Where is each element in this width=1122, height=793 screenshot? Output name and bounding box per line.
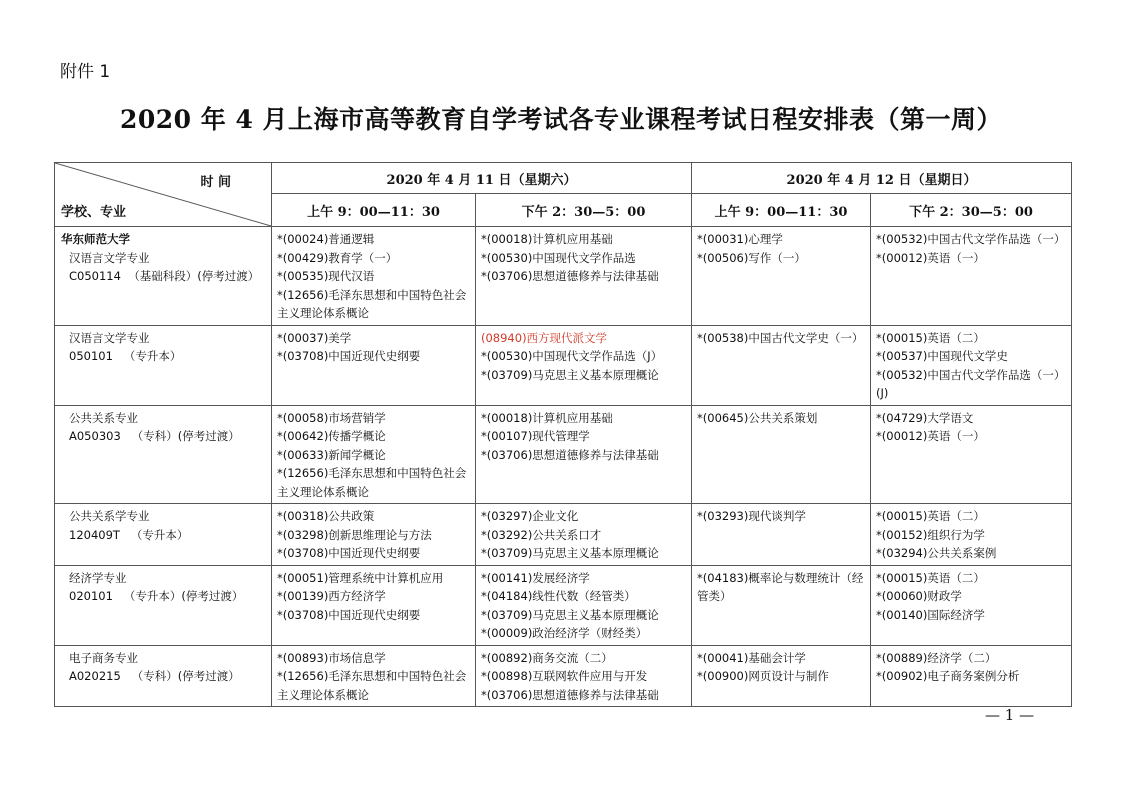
course-item: *(00031)心理学 [697,232,783,246]
course-item: *(00898)互联网软件应用与开发 [481,669,648,683]
course-item: *(00889)经济学（二） [876,650,997,665]
date-header-day1: 2020 年 4 月 11 日（星期六） [272,163,692,194]
course-item: *(03292)公共关系口才 [481,527,602,542]
exam-slot-day1-pm [476,504,692,566]
exam-slot-day1-am [272,405,476,504]
annex-label: 附件 1 [60,62,111,82]
course-item: *(00015)英语（二） [876,330,985,345]
exam-slot-day1-am [272,325,476,405]
major-cell [55,504,272,566]
course-item: *(04729)大学语文 [876,410,974,425]
course-item: *(00532)中国古代文学作品选（一） [876,232,1066,246]
time-header-day2-am: 上午 9：00—11：30 [692,194,871,227]
time-header-day2-pm: 下午 2：30—5：00 [871,194,1072,227]
exam-slot-day1-am [272,227,476,326]
exam-slot-day1-pm [476,227,692,326]
course-item: *(00900)网页设计与制作 [697,669,829,683]
course-item: *(03708)中国近现代史纲要 [277,546,421,560]
exam-slot-day2-am [692,227,871,326]
page-title: 2020 年 4 月上海市高等教育自学考试各专业课程考试日程安排表（第一周） [119,105,1003,134]
exam-slot-day2-am [692,405,871,504]
exam-slot-day2-am [692,565,871,645]
exam-slot-day2-am [692,325,871,405]
course-item: *(00530)中国现代文学作品选（J） [481,349,663,363]
course-item: *(12656)毛泽东思想和中国特色社会主义理论体系概论 [277,669,467,702]
date-header-row [55,163,1072,194]
exam-slot-day2-am [692,504,871,566]
course-item: *(00009)政治经济学（财经类） [481,626,648,640]
major-code: 020101 （专升本）(停考过渡） [69,589,244,603]
course-item: *(00015)英语（二） [876,570,985,585]
date-header-day2: 2020 年 4 月 12 日（星期日） [692,163,1072,194]
course-item: *(00107)现代管理学 [481,429,590,443]
course-item: *(00018)计算机应用基础 [481,232,613,246]
header-corner-cell [55,163,272,227]
course-item: *(00018)计算机应用基础 [481,410,613,425]
course-item: *(00892)商务交流（二） [481,650,613,665]
major-name: 汉语言文学专业 [69,330,150,345]
course-item: *(00318)公共政策 [277,509,375,523]
table-row [55,405,1072,504]
exam-slot-day1-am [272,504,476,566]
course-item: *(04183)概率论与数理统计（经管类） [697,570,864,603]
course-item: *(00535)现代汉语 [277,269,375,283]
major-cell [55,405,272,504]
schedule-table [54,162,1072,707]
course-item: *(00058)市场营销学 [277,410,386,425]
course-item: *(03293)现代谈判学 [697,509,806,523]
course-item: *(00141)发展经济学 [481,570,590,585]
course-item: *(04184)线性代数（经管类） [481,589,636,603]
time-header-day1-pm: 下午 2：30—5：00 [476,194,692,227]
exam-slot-day1-am [272,565,476,645]
corner-school-label: 学校、专业 [61,205,127,220]
major-cell [55,325,272,405]
exam-slot-day1-pm [476,325,692,405]
course-item: *(00530)中国现代文学作品选 [481,250,636,265]
course-item: *(00012)英语（一） [876,250,985,265]
major-code: C050114 （基础科段）(停考过渡） [69,269,260,283]
page-number: — 1 — [985,706,1035,724]
exam-slot-day2-pm [871,405,1072,504]
exam-slot-day1-pm [476,565,692,645]
course-item: *(00051)管理系统中计算机应用 [277,570,444,585]
major-name: 电子商务专业 [69,650,138,665]
course-item: *(00902)电子商务案例分析 [876,669,1020,683]
exam-slot-day2-pm [871,565,1072,645]
school-name: 华东师范大学 [61,232,130,246]
course-item: *(00012)英语（一） [876,429,985,443]
exam-slot-day2-pm [871,504,1072,566]
course-item: *(03708)中国近现代史纲要 [277,349,421,363]
course-item: *(12656)毛泽东思想和中国特色社会主义理论体系概论 [277,466,467,499]
major-code: A020215 （专科）(停考过渡） [69,669,240,683]
table-row [55,325,1072,405]
major-code: 050101 （专升本） [69,349,182,363]
course-item: *(00538)中国古代文学史（一） [697,330,864,345]
major-name: 公共关系学专业 [69,509,150,523]
course-item: *(00642)传播学概论 [277,429,386,443]
course-item: *(00060)财政学 [876,589,962,603]
course-item: *(00140)国际经济学 [876,607,985,622]
major-name: 汉语言文学专业 [69,250,150,265]
course-item: *(00015)英语（二） [876,509,985,523]
exam-slot-day1-pm [476,405,692,504]
course-item: *(00139)西方经济学 [277,589,386,603]
table-row [55,504,1072,566]
major-cell [55,645,272,707]
course-item: *(03297)企业文化 [481,509,579,523]
table-row [55,645,1072,707]
major-cell [55,565,272,645]
exam-slot-day1-pm [476,645,692,707]
course-item: *(03709)马克思主义基本原理概论 [481,546,659,560]
time-header-day1-am: 上午 9：00—11：30 [272,194,476,227]
table-row [55,227,1072,326]
major-code: A050303 （专科）(停考过渡） [69,429,240,443]
course-item: *(00024)普通逻辑 [277,232,375,246]
course-item: *(00633)新闻学概论 [277,447,386,462]
course-item: *(03298)创新思维理论与方法 [277,527,432,542]
corner-time-label: 时 间 [200,175,231,190]
course-item: *(03709)马克思主义基本原理概论 [481,607,659,622]
major-cell [55,227,272,326]
course-item: *(00037)美学 [277,330,352,345]
schedule-body [55,227,1072,707]
course-item: *(00506)写作（一） [697,250,806,265]
exam-slot-day2-pm [871,325,1072,405]
course-item: *(03709)马克思主义基本原理概论 [481,367,659,382]
exam-slot-day2-pm [871,227,1072,326]
exam-slot-day2-am [692,645,871,707]
major-code: 120409T （专升本） [69,527,189,542]
major-name: 公共关系专业 [69,410,138,425]
course-item: *(03708)中国近现代史纲要 [277,607,421,622]
exam-slot-day1-am [272,645,476,707]
course-item: *(03706)思想道德修养与法律基础 [481,447,659,462]
major-name: 经济学专业 [69,570,127,585]
course-item: *(00041)基础会计学 [697,650,806,665]
course-item: *(00893)市场信息学 [277,650,386,665]
course-item: *(00537)中国现代文学史 [876,349,1008,363]
course-item: *(03706)思想道德修养与法律基础 [481,269,659,283]
course-item: *(12656)毛泽东思想和中国特色社会主义理论体系概论 [277,287,467,320]
course-item: *(03706)思想道德修养与法律基础 [481,687,659,702]
exam-slot-day2-pm [871,645,1072,707]
course-item: *(00152)组织行为学 [876,527,985,542]
course-item: (08940)西方现代派文学 [481,330,608,345]
table-row [55,565,1072,645]
course-item: *(00429)教育学（一） [277,250,398,265]
course-item: *(00645)公共关系策划 [697,410,818,425]
course-item: *(03294)公共关系案例 [876,546,997,560]
course-item: *(00532)中国古代文学作品选（一）(J) [876,367,1066,400]
